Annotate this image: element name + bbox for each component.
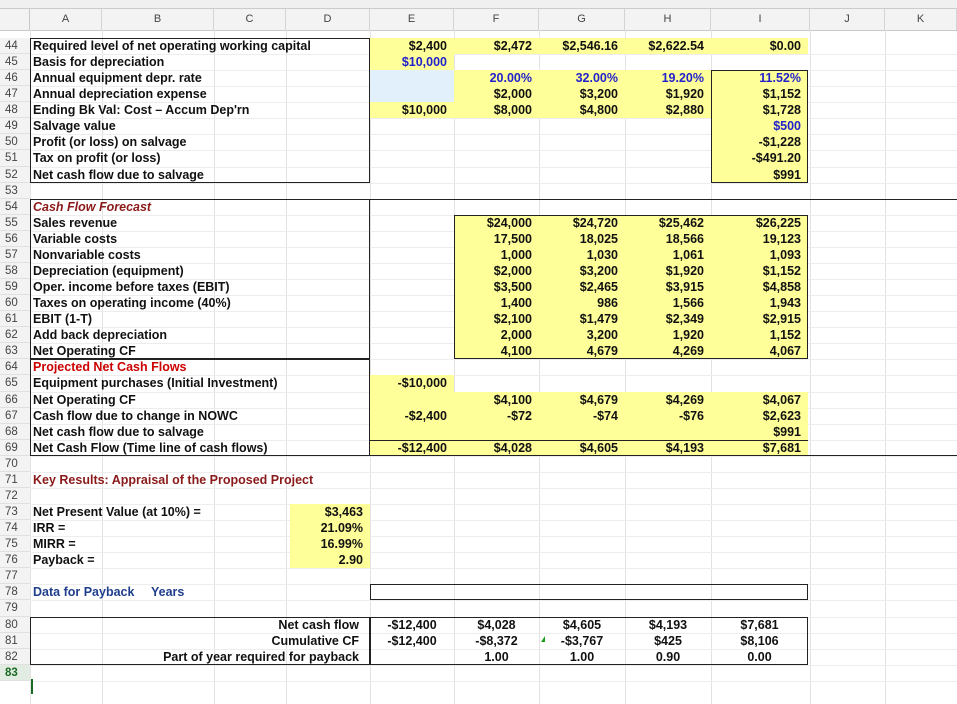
row-header-74[interactable]: 74 <box>0 520 30 536</box>
cell-g48[interactable]: $4,800 <box>579 103 618 118</box>
cell-f46[interactable]: 20.00% <box>489 71 532 86</box>
cell-i52[interactable]: $991 <box>773 167 801 182</box>
cell-h48[interactable]: $2,880 <box>665 103 704 118</box>
label-r55[interactable]: Sales revenue <box>33 215 118 230</box>
cell-g69[interactable]: $4,605 <box>579 440 618 455</box>
cell-h57[interactable]: 1,061 <box>672 247 704 262</box>
label-r73[interactable]: Net Present Value (at 10%) = <box>33 505 201 520</box>
cell-h67[interactable]: -$76 <box>678 408 704 423</box>
cell-h80[interactable]: $4,193 <box>648 617 688 632</box>
row-header-72[interactable]: 72 <box>0 488 30 504</box>
row-header-76[interactable]: 76 <box>0 552 30 568</box>
cell-h62[interactable]: 1,920 <box>672 328 704 343</box>
label-r76[interactable]: Payback = <box>33 553 95 568</box>
cell-f57[interactable]: 1,000 <box>500 247 532 262</box>
row-header-69[interactable]: 69 <box>0 440 30 456</box>
row-header-79[interactable]: 79 <box>0 600 30 616</box>
cell-i51[interactable]: -$491.20 <box>751 151 801 166</box>
row-header-55[interactable]: 55 <box>0 215 30 231</box>
cell-g55[interactable]: $24,720 <box>572 215 618 230</box>
error-indicator-icon[interactable] <box>541 636 545 642</box>
label-r80[interactable]: Net cash flow <box>278 617 359 632</box>
label-r67[interactable]: Cash flow due to change in NOWC <box>33 408 238 423</box>
cell-g66[interactable]: $4,679 <box>579 392 618 407</box>
row-header-53[interactable]: 53 <box>0 183 30 199</box>
cell-g56[interactable]: 18,025 <box>579 231 618 246</box>
label-r56[interactable]: Variable costs <box>33 231 118 246</box>
cell-i69[interactable]: $7,681 <box>762 440 801 455</box>
col-header-I[interactable]: I <box>711 9 810 30</box>
gridline-col-F <box>454 30 455 704</box>
cell-g57[interactable]: 1,030 <box>586 247 618 262</box>
cell-f80[interactable]: $4,028 <box>477 617 516 632</box>
row-header-60[interactable]: 60 <box>0 295 30 311</box>
cell-h66[interactable]: $4,269 <box>665 392 704 407</box>
label-r51[interactable]: Tax on profit (or loss) <box>33 151 161 166</box>
row-header-73[interactable]: 73 <box>0 504 30 520</box>
cell-f55[interactable]: $24,000 <box>486 215 532 230</box>
cell-g44[interactable]: $2,546.16 <box>562 39 618 53</box>
cell-f60[interactable]: 1,400 <box>500 296 532 311</box>
row-header-64[interactable]: 64 <box>0 359 30 375</box>
label-r75[interactable]: MIRR = <box>33 537 76 552</box>
cell-i58[interactable]: $1,152 <box>762 263 801 278</box>
cell-g46[interactable]: 32.00% <box>575 71 618 86</box>
row-header-75[interactable]: 75 <box>0 536 30 552</box>
cell-i50[interactable]: -$1,228 <box>758 135 801 150</box>
cell-f59[interactable]: $3,500 <box>493 280 532 295</box>
row-header-66[interactable]: 66 <box>0 392 30 408</box>
cell-i47[interactable]: $1,152 <box>762 87 801 102</box>
cell-f58[interactable]: $2,000 <box>493 263 532 278</box>
cell-g63[interactable]: 4,679 <box>586 344 618 359</box>
row-header-61[interactable]: 61 <box>0 311 30 327</box>
label-payback-years[interactable]: Years <box>151 585 185 600</box>
cell-h55[interactable]: $25,462 <box>658 215 704 230</box>
col-header-D[interactable]: D <box>286 9 370 30</box>
cell-g81[interactable]: -$3,767 <box>560 633 604 648</box>
gridline-row-71 <box>30 488 957 489</box>
label-r61[interactable]: EBIT (1-T) <box>33 312 93 327</box>
cell-f67[interactable]: -$72 <box>506 408 532 423</box>
cell-h59[interactable]: $3,915 <box>665 280 704 295</box>
cell-i48[interactable]: $1,728 <box>762 103 801 118</box>
cell-i80[interactable]: $7,681 <box>740 617 779 632</box>
cell-g58[interactable]: $3,200 <box>579 263 618 278</box>
row-header-52[interactable]: 52 <box>0 167 30 183</box>
row-header-47[interactable]: 47 <box>0 86 30 102</box>
cell-h81[interactable]: $425 <box>654 633 682 648</box>
cell-h82[interactable]: 0.90 <box>655 649 681 664</box>
cell-i56[interactable]: 19,123 <box>762 231 801 246</box>
cell-h44[interactable]: $2,622.54 <box>648 39 704 53</box>
cell-f62[interactable]: 2,000 <box>500 328 532 343</box>
gridline-row-78 <box>30 600 957 601</box>
col-header-C[interactable]: C <box>214 9 286 30</box>
label-r57[interactable]: Nonvariable costs <box>33 247 141 262</box>
gridline-row-82 <box>30 665 957 666</box>
row-header-49[interactable]: 49 <box>0 118 30 134</box>
cell-g67[interactable]: -$74 <box>592 408 618 423</box>
row-header-68[interactable]: 68 <box>0 424 30 440</box>
row-header-58[interactable]: 58 <box>0 263 30 279</box>
label-r58[interactable]: Depreciation (equipment) <box>33 263 184 278</box>
row-header-82[interactable]: 82 <box>0 649 30 665</box>
cell-h60[interactable]: 1,566 <box>672 296 704 311</box>
label-r82[interactable]: Part of year required for payback <box>163 649 359 664</box>
cell-h47[interactable]: $1,920 <box>665 87 704 102</box>
cell-i62[interactable]: 1,152 <box>769 328 801 343</box>
col-header-F[interactable]: F <box>454 9 539 30</box>
row-header-48[interactable]: 48 <box>0 102 30 118</box>
gridline-col-E <box>370 30 371 704</box>
label-payback-data[interactable]: Data for Payback <box>33 585 135 600</box>
label-r63[interactable]: Net Operating CF <box>33 344 136 359</box>
row-header-54[interactable]: 54 <box>0 199 30 215</box>
gridline-row-69 <box>30 456 957 457</box>
label-r54[interactable]: Cash Flow Forecast <box>33 199 152 214</box>
col-header-H[interactable]: H <box>625 9 711 30</box>
cell-g59[interactable]: $2,465 <box>579 280 618 295</box>
cell-i44[interactable]: $0.00 <box>769 39 801 53</box>
label-r49[interactable]: Salvage value <box>33 119 116 134</box>
col-header-A[interactable]: A <box>30 9 102 30</box>
gridline-col-K <box>885 30 886 704</box>
gridline-row-52 <box>30 183 957 184</box>
cell-e65[interactable]: -$10,000 <box>397 376 447 391</box>
cell-f44[interactable]: $2,472 <box>493 39 532 53</box>
cell-i57[interactable]: 1,093 <box>769 247 801 262</box>
cell-g61[interactable]: $1,479 <box>579 312 618 327</box>
label-r81[interactable]: Cumulative CF <box>271 633 359 648</box>
cell-f56[interactable]: 17,500 <box>493 231 532 246</box>
cell-i59[interactable]: $4,858 <box>762 280 801 295</box>
cell-i60[interactable]: 1,943 <box>769 296 801 311</box>
label-r52[interactable]: Net cash flow due to salvage <box>33 167 204 182</box>
cell-e67[interactable]: -$2,400 <box>404 408 447 423</box>
label-r68[interactable]: Net cash flow due to salvage <box>33 424 204 439</box>
cell-f47[interactable]: $2,000 <box>493 87 532 102</box>
cell-h56[interactable]: 18,566 <box>665 231 704 246</box>
label-r48[interactable]: Ending Bk Val: Cost – Accum Dep'rn <box>33 103 250 118</box>
cell-f82[interactable]: 1.00 <box>484 649 509 664</box>
label-r66[interactable]: Net Operating CF <box>33 392 136 407</box>
row-header-80[interactable]: 80 <box>0 617 30 633</box>
gridline-col-J <box>810 30 811 704</box>
row-header-81[interactable]: 81 <box>0 633 30 649</box>
cell-i68[interactable]: $991 <box>773 424 801 439</box>
row-header-77[interactable]: 77 <box>0 568 30 584</box>
label-r46[interactable]: Annual equipment depr. rate <box>33 71 202 86</box>
cell-i49[interactable]: $500 <box>773 119 801 134</box>
select-all-corner[interactable] <box>0 9 30 30</box>
label-r71[interactable]: Key Results: Appraisal of the Proposed Project <box>33 472 314 487</box>
box-payback-header <box>370 584 808 600</box>
row-header-45[interactable]: 45 <box>0 54 30 70</box>
cell-cursor <box>31 679 33 694</box>
row-header-65[interactable]: 65 <box>0 375 30 391</box>
cell-e44[interactable]: $2,400 <box>408 39 447 53</box>
cell-h46[interactable]: 19.20% <box>661 71 704 86</box>
row-header-71[interactable]: 71 <box>0 472 30 488</box>
cell-g62[interactable]: 3,200 <box>586 328 618 343</box>
cell-f69[interactable]: $4,028 <box>493 440 532 455</box>
row-header-56[interactable]: 56 <box>0 231 30 247</box>
cell-g80[interactable]: $4,605 <box>562 617 602 632</box>
gridline-col-H <box>625 30 626 704</box>
cell-h69[interactable]: $4,193 <box>665 440 704 455</box>
cell-f63[interactable]: 4,100 <box>500 344 532 359</box>
row-header-83[interactable]: 83 <box>0 665 30 681</box>
mirr-value[interactable]: 16.99% <box>320 537 363 552</box>
cell-i67[interactable]: $2,623 <box>762 408 801 423</box>
row-header-63[interactable]: 63 <box>0 343 30 359</box>
row-header-70[interactable]: 70 <box>0 456 30 472</box>
npv-value[interactable]: $3,463 <box>324 505 363 520</box>
cell-e81[interactable]: -$12,400 <box>387 633 437 648</box>
gridline-row-76 <box>30 568 957 569</box>
col-header-K[interactable]: K <box>885 9 957 30</box>
label-r59[interactable]: Oper. income before taxes (EBIT) <box>33 280 230 295</box>
row-header-67[interactable]: 67 <box>0 408 30 424</box>
col-header-G[interactable]: G <box>539 9 625 30</box>
row-header-57[interactable]: 57 <box>0 247 30 263</box>
row-header-78[interactable]: 78 <box>0 584 30 600</box>
row-header-51[interactable]: 51 <box>0 150 30 166</box>
cell-i66[interactable]: $4,067 <box>762 392 801 407</box>
title-strip <box>0 0 957 9</box>
cell-h61[interactable]: $2,349 <box>665 312 704 327</box>
cell-i61[interactable]: $2,915 <box>762 312 801 327</box>
cell-e48[interactable]: $10,000 <box>401 103 447 118</box>
cell-h58[interactable]: $1,920 <box>665 263 704 278</box>
payback-value[interactable]: 2.90 <box>338 553 363 568</box>
row-header-62[interactable]: 62 <box>0 327 30 343</box>
cell-i63[interactable]: 4,067 <box>769 344 801 359</box>
irr-value[interactable]: 21.09% <box>320 521 363 536</box>
cell-i55[interactable]: $26,225 <box>755 215 801 230</box>
cell-i81[interactable]: $8,106 <box>740 633 779 648</box>
cell-f48[interactable]: $8,000 <box>493 103 532 118</box>
label-r45[interactable]: Basis for depreciation <box>33 55 165 70</box>
row-header-50[interactable]: 50 <box>0 134 30 150</box>
gridline-col-G <box>539 30 540 704</box>
cell-f81[interactable]: -$8,372 <box>475 633 518 648</box>
row-header-46[interactable]: 46 <box>0 70 30 86</box>
cell-i82[interactable]: 0.00 <box>747 649 772 664</box>
label-r69[interactable]: Net Cash Flow (Time line of cash flows) <box>33 440 268 455</box>
gridline-row-83 <box>30 681 957 682</box>
label-r62[interactable]: Add back depreciation <box>33 328 168 343</box>
cell-g82[interactable]: 1.00 <box>569 649 595 664</box>
label-r47[interactable]: Annual depreciation expense <box>33 87 207 102</box>
label-r44[interactable]: Required level of net operating working capital <box>33 39 311 53</box>
column-header-bar <box>0 9 957 31</box>
label-r50[interactable]: Profit (or loss) on salvage <box>33 135 187 150</box>
label-r64[interactable]: Projected Net Cash Flows <box>33 360 187 375</box>
cell-e69[interactable]: -$12,400 <box>397 440 447 455</box>
label-r65[interactable]: Equipment purchases (Initial Investment) <box>33 376 278 391</box>
col-header-J[interactable]: J <box>810 9 885 30</box>
cell-e45[interactable]: $10,000 <box>401 55 447 70</box>
col-header-B[interactable]: B <box>102 9 214 30</box>
row-header-59[interactable]: 59 <box>0 279 30 295</box>
cell-g47[interactable]: $3,200 <box>579 87 618 102</box>
cell-i46[interactable]: 11.52% <box>759 71 801 86</box>
label-r74[interactable]: IRR = <box>33 521 66 536</box>
col-header-E[interactable]: E <box>370 9 454 30</box>
cell-e80[interactable]: -$12,400 <box>387 617 437 632</box>
cell-f66[interactable]: $4,100 <box>493 392 532 407</box>
cell-h63[interactable]: 4,269 <box>672 344 704 359</box>
cell-g60[interactable]: 986 <box>597 296 618 311</box>
row-header-44[interactable]: 44 <box>0 38 30 54</box>
label-r60[interactable]: Taxes on operating income (40%) <box>33 296 231 311</box>
cell-f61[interactable]: $2,100 <box>493 312 532 327</box>
